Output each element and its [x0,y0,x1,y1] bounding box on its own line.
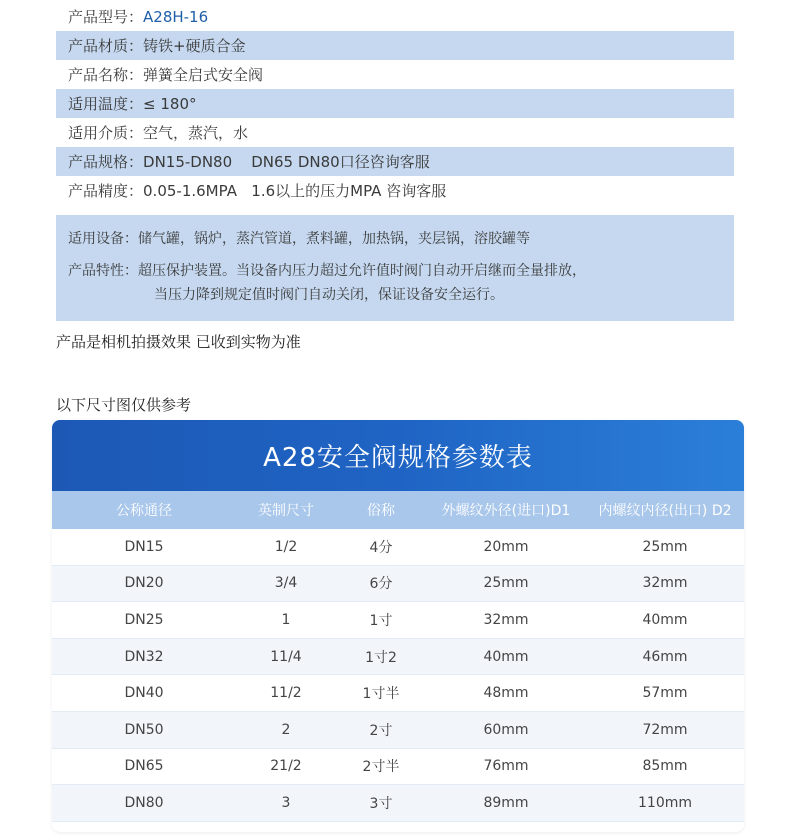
spec-label: 产品型号： [68,8,144,26]
cell-nominal-diameter: DN25 [124,611,164,628]
spec-row-material [56,31,734,60]
cell-common-name: 1寸 [369,612,393,629]
cell-inlet-d1: 76mm [483,758,529,775]
feature-line-2 [68,283,722,305]
cell-nominal-diameter: DN50 [124,721,164,738]
feature-label: 产品特性： [68,263,138,279]
feature-value-1: 超压保护装置。当设备内压力超过允许值时阀门自动开启继而全量排放， [138,263,586,279]
table-row [52,749,744,786]
cell-nominal-diameter: DN15 [124,538,164,555]
cell-common-name: 2寸 [369,722,393,739]
header-imperial-size: 英制尺寸 [258,503,314,519]
table-row [52,566,744,603]
spec-value: ≤ 180° [143,94,197,113]
cell-inlet-d1: 40mm [483,648,529,665]
cell-outlet-d2: 46mm [642,648,688,665]
equipment-label: 适用设备： [68,231,138,247]
spec-table-card [52,420,744,832]
cell-inlet-d1: 89mm [483,794,529,811]
table-header [52,491,744,529]
cell-outlet-d2: 32mm [642,575,688,592]
cell-inlet-d1: 25mm [483,575,529,592]
cell-common-name: 6分 [369,576,393,593]
header-outlet-d2: 内螺纹内径(出口) D2 [598,503,732,519]
table-row [52,675,744,712]
header-common-name: 俗称 [367,503,395,519]
table-row [52,639,744,676]
equipment-line [68,227,722,249]
spec-value: 0.05-1.6MPA 1.6以上的压力MPA 咨询客服 [143,182,447,200]
spec-label: 产品精度： [68,182,144,200]
cell-common-name: 2寸半 [362,759,400,776]
table-row [52,712,744,749]
cell-imperial-size: 11/4 [270,648,302,665]
cell-inlet-d1: 48mm [483,685,529,702]
equipment-value: 储气罐，锅炉，蒸汽管道，煮料罐，加热锅，夹层锅，溶胶罐等 [138,231,530,247]
cell-common-name: 1寸半 [362,686,400,703]
cell-nominal-diameter: DN20 [124,575,164,592]
spec-row-medium [56,118,734,147]
cell-common-name: 1寸2 [365,649,397,666]
spec-value: A28H-16 [143,7,209,26]
spec-label: 产品规格： [68,153,144,171]
spec-value: 弹簧全启式安全阀 [143,66,264,84]
table-body [52,529,744,822]
cell-outlet-d2: 110mm [638,794,692,811]
cell-outlet-d2: 57mm [642,685,688,702]
cell-common-name: 3寸 [369,795,393,812]
photo-note: 产品是相机拍摄效果 已收到实物为准 [56,333,301,351]
header-inlet-d1: 外螺纹外径(进口)D1 [441,503,571,519]
spec-row-name [56,60,734,89]
cell-imperial-size: 2 [281,721,291,738]
cell-inlet-d1: 60mm [483,721,529,738]
spec-value: DN15-DN80 DN65 DN80口径咨询客服 [143,153,430,171]
cell-imperial-size: 3/4 [274,575,298,592]
spec-row-precision [56,176,734,205]
spec-label: 适用介质： [68,124,144,142]
table-row [52,529,744,566]
table-row [52,602,744,639]
cell-outlet-d2: 72mm [642,721,688,738]
cell-imperial-size: 1 [281,611,291,628]
cell-inlet-d1: 20mm [483,538,529,555]
cell-outlet-d2: 25mm [642,538,688,555]
cell-common-name: 4分 [369,539,393,556]
spec-value: 铸铁+硬质合金 [143,37,246,55]
feature-value-2: 当压力降到规定值时阀门自动关闭，保证设备安全运行。 [154,287,504,303]
cell-imperial-size: 21/2 [270,758,302,775]
spec-label: 产品材质： [68,37,144,55]
size-note: 以下尺寸图仅供参考 [56,396,192,414]
table-row [52,785,744,822]
cell-outlet-d2: 40mm [642,611,688,628]
cell-nominal-diameter: DN65 [124,758,164,775]
spec-value: 空气，蒸汽，水 [143,124,249,142]
table-title: A28安全阀规格参数表 [52,420,744,491]
cell-inlet-d1: 32mm [483,611,529,628]
cell-imperial-size: 11/2 [270,685,302,702]
spec-row-spec [56,147,734,176]
spec-row-temperature [56,89,734,118]
cell-outlet-d2: 85mm [642,758,688,775]
header-nominal-diameter: 公称通径 [116,503,172,519]
cell-imperial-size: 1/2 [274,538,298,555]
cell-imperial-size: 3 [281,794,291,811]
cell-nominal-diameter: DN32 [124,648,164,665]
spec-label: 产品名称： [68,66,144,84]
equipment-feature-box [56,215,734,321]
cell-nominal-diameter: DN80 [124,794,164,811]
spec-label: 适用温度： [68,95,144,113]
spec-row-model [56,2,734,31]
feature-line [68,259,722,281]
cell-nominal-diameter: DN40 [124,685,164,702]
